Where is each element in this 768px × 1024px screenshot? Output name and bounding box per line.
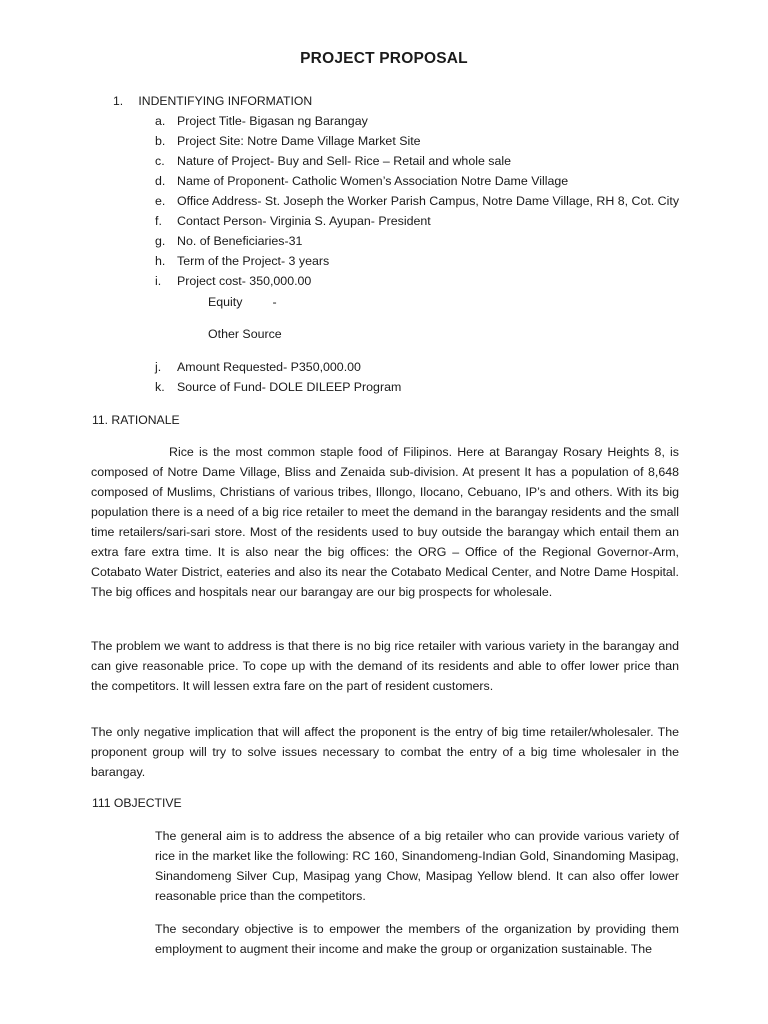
other-source-line: Other Source (208, 327, 282, 341)
list-item: a. Project Title- Bigasan ng Barangay (155, 114, 368, 128)
objective-paragraph-2: The secondary objective is to empower the members of the organization by providing them employment to augment their income and make the group or organization sustainable. The (155, 922, 679, 956)
rationale-paragraph-1: Rice is the most common staple food of Filipinos. Here at Barangay Rosary Heights 8, is composed of Notre Dame Village, Bliss and Zenaida sub-division. At present It has a population of 8,648 composed of Muslims, Christians of various tribes, Illongo, Ilocano, Cebuano, IP’s and others. With its big population there is a need of a big rice retailer to meet the demand in the barangay residents and the small time retailers/sari-sari store. Most of the residents used to buy outside the barangay which entail them an extra fare extra time. It is also near the big offices: the ORG – Office of the Regional Governor-Arm, Cotabato Water District, eateries and also its near the Cotabato Medical Center, and Notre Dame Hospital. The big offices and hospitals near our barangay are our big prospects for wholesale. (91, 445, 679, 599)
list-item: b. Project Site: Notre Dame Village Market Site (155, 134, 421, 148)
equity-value: - (272, 295, 277, 309)
objective-paragraph-1: The general aim is to address the absence of a big retailer who can provide various variety of rice in the market like the following: RC 160, Sinandomeng-Indian Gold, Sinandoming Masipag, Sinandomeng Silver Cup, Masipag yang Chow, Masipag Yellow blend. It can also offer lower reasonable price than the competitors. (155, 829, 679, 903)
section-1-heading (113, 94, 312, 108)
list-item: f. Contact Person- Virginia S. Ayupan- President (155, 214, 431, 228)
section-2-heading: 11. RATIONALE (92, 413, 180, 427)
section-1-number: 1. (113, 94, 124, 108)
list-item: g. No. of Beneficiaries-31 (155, 234, 303, 248)
equity-label: Equity (208, 295, 243, 309)
page-title: PROJECT PROPOSAL (300, 50, 468, 67)
list-item: c. Nature of Project- Buy and Sell- Rice – Retail and whole sale (155, 154, 512, 168)
list-item: e. Office Address- St. Joseph the Worker Parish Campus, Notre Dame Village, RH 8, Cot. City (155, 194, 680, 208)
list-item: k. Source of Fund- DOLE DILEEP Program (155, 380, 402, 394)
section-1-title: INDENTIFYING INFORMATION (138, 94, 313, 108)
list-item: h. Term of the Project- 3 years (155, 254, 330, 268)
list-item: i. Project cost- 350,000.00 (155, 274, 312, 288)
list-item: j. Amount Requested- P350,000.00 (155, 360, 361, 374)
rationale-paragraph-3: The only negative implication that will affect the proponent is the entry of big time retailer/wholesaler. The proponent group will try to solve issues necessary to combat the entry of a big time wholesaler in the barangay. (91, 725, 679, 779)
list-item: d. Name of Proponent- Catholic Women’s Association Notre Dame Village (155, 174, 569, 188)
section-3-heading: 111 OBJECTIVE (92, 796, 182, 810)
equity-line (208, 295, 277, 309)
rationale-paragraph-2: The problem we want to address is that there is no big rice retailer with various variety in the barangay and can give reasonable price. To cope up with the demand of its residents and able to offer lower price than the competitors. It will lessen extra fare on the part of resident customers. (91, 639, 679, 693)
